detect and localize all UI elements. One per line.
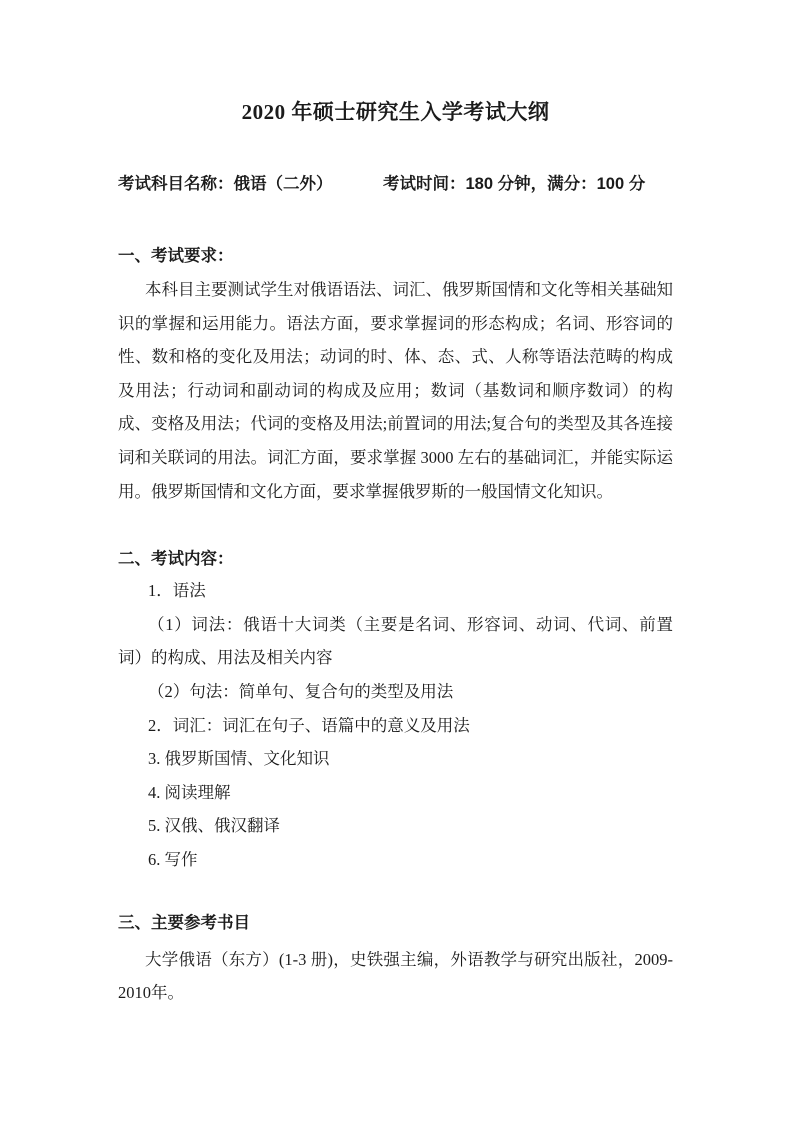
content-item-vocabulary: 2．词汇：词汇在句子、语篇中的意义及用法 <box>148 715 470 735</box>
requirements-paragraph: 本科目主要测试学生对俄语语法、词汇、俄罗斯国情和文化等相关基础知识的掌握和运用能力。语法方面，要求掌握词的形态构成；名词、形容词的性、数和格的变化及用法；动词的时、体、态、式、人称等语法范畴的构成及用法；行动词和副动词的构成及应用；数词（基数词和顺序数词）的构成、变格及用法；代词的变格及用法;前置词的用法;复合句的类型及其各连接词和关联词的用法。词汇方面，要求掌握 3000 左右的基础词汇，并能实际运用。俄罗斯国情和文化方面，要求掌握俄罗斯的一般国情文化知识。 <box>118 280 673 501</box>
content-item-grammar: 1．语法 <box>148 581 206 601</box>
exam-meta-row <box>118 173 673 195</box>
content-item-reading: 4. 阅读理解 <box>148 782 231 802</box>
section-heading-requirements: 一、考试要求： <box>118 247 234 265</box>
content-item-list <box>118 574 673 876</box>
references-paragraph: 大学俄语（东方）(1-3 册)，史铁强主编，外语教学与研究出版社，2009-2010年。 <box>118 949 673 1003</box>
section-heading-content: 二、考试内容： <box>118 550 234 569</box>
content-item-morphology: （1）词法：俄语十大词类（主要是名词、形容词、动词、代词、前置词）的构成、用法及相关内容 <box>118 614 673 668</box>
content-item-translation: 5. 汉俄、俄汉翻译 <box>148 816 280 836</box>
page-title: 2020 年硕士研究生入学考试大纲 <box>241 100 550 124</box>
exam-subject-label: 考试科目名称：俄语（二外） <box>118 175 333 193</box>
content-item-culture: 3. 俄罗斯国情、文化知识 <box>148 749 330 769</box>
content-item-writing: 6. 写作 <box>148 849 198 869</box>
exam-time-score-label: 考试时间：180 分钟，满分：100 分 <box>383 175 646 193</box>
document-content <box>118 0 673 1010</box>
content-item-syntax: （2）句法：简单句、复合句的类型及用法 <box>148 681 454 701</box>
section-heading-references: 三、主要参考书目 <box>118 913 250 932</box>
